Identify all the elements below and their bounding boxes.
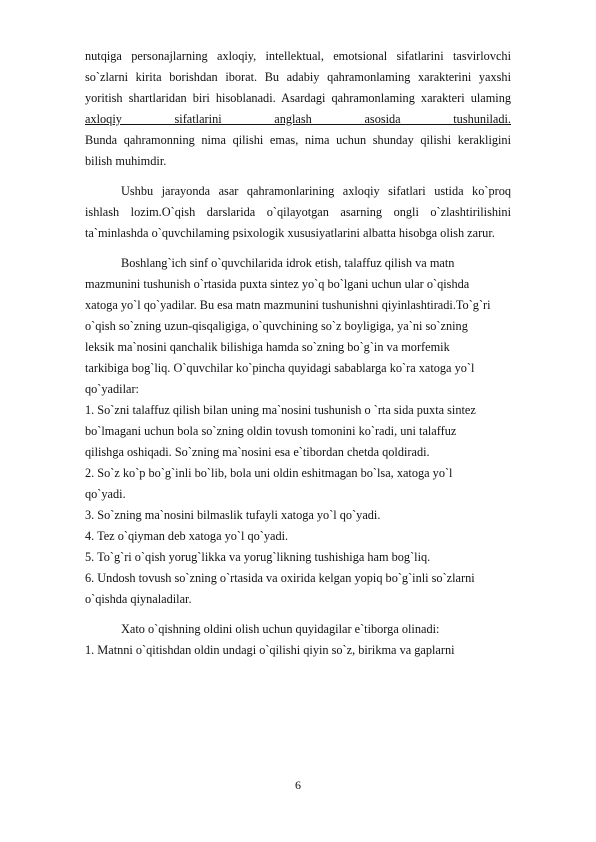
text-line: yoritish shartlaridan biri hisoblanadi. Asardagi qahramonlaming xarakteri ulaming: [85, 91, 511, 105]
list-item: 1. So`zni talaffuz qilish bilan uning ma`nosini tushunish o `rta sida puxta sintez: [85, 403, 476, 417]
list-item: 4. Tez o`qiyman deb xatoga yo`l qo`yadi.: [85, 529, 289, 543]
text-line: bilish muhimdir.: [85, 154, 167, 168]
list-item: 6. Undosh tovush so`zning o`rtasida va oxirida kelgan yopiq bo`g`inli so`zlarni: [85, 571, 475, 585]
list-item: 1. Matnni o`qitishdan oldin undagi o`qilishi qiyin so`z, birikma va gaplarni: [85, 643, 455, 657]
text-line: o`qishda qiynaladilar.: [85, 592, 192, 606]
text-line: qo`yadilar:: [85, 382, 139, 396]
text-line: leksik ma`nosini qanchalik bilishiga hamda so`zning bo`g`in va morfemik: [85, 340, 450, 354]
text-line: mazmunini tushunish o`rtasida puxta sintez yo`q bo`lgani uchun ular o`qishda: [85, 277, 470, 291]
text-line: Ushbu jarayonda asar qahramonlarining axloqiy sifatlari ustida ko`proq: [121, 184, 511, 198]
paragraph-4: [85, 619, 511, 661]
paragraph-3: [85, 253, 511, 610]
page-number: 6: [295, 778, 301, 792]
text-line: so`zlarni kirita borishdan iborat. Bu adabiy qahramonlaming xarakterini yaxshi: [85, 70, 511, 84]
text-line: bo`lmagani uchun bola so`zning oldin tovush tomonini ko`radi, uni talaffuz: [85, 424, 457, 438]
text-line: tarkibiga bog`liq. O`quvchilar ko`pincha quyidagi sabablarga ko`ra xatoga yo`l: [85, 361, 475, 375]
list-item: 2. So`z ko`p bo`g`inli bo`lib, bola uni oldin eshitmagan bo`lsa, xatoga yo`l: [85, 466, 453, 480]
text-line: ta`minlashda o`quvchilaming psixologik xususiyatlarini albatta hisobga olish zarur.: [85, 226, 495, 240]
list-item: 5. To`g`ri o`qish yorug`likka va yorug`likning tushishiga ham bog`liq.: [85, 550, 431, 564]
underlined-text-line: axloqiy sifatlarini anglash asosida tushuniladi.: [85, 112, 511, 126]
text-line: nutqiga personajlarning axloqiy, intellektual, emotsional sifatlarini tasvirlovchi: [85, 49, 511, 63]
text-line: ishlash lozim.O`qish darslarida o`qilayotgan asarning ongli o`zlashtirilishini: [85, 205, 511, 219]
text-line: o`qish so`zning uzun-qisqaligiga, o`quvchining so`z boyligiga, ya`ni so`zning: [85, 319, 468, 333]
text-line: Boshlang`ich sinf o`quvchilarida idrok etish, talaffuz qilish va matn: [121, 256, 455, 270]
text-line: qo`yadi.: [85, 487, 126, 501]
paragraph-1: [85, 46, 511, 172]
text-line: qilishga oshiqadi. So`zning ma`nosini esa e`tibordan chetda qoldiradi.: [85, 445, 430, 459]
list-item: 3. So`zning ma`nosini bilmaslik tufayli xatoga yo`l qo`yadi.: [85, 508, 381, 522]
text-line: Xato o`qishning oldini olish uchun quyidagilar e`tiborga olinadi:: [121, 622, 440, 636]
document-page: [85, 46, 511, 661]
text-line: xatoga yo`l qo`yadilar. Bu esa matn mazmunini tushunishni qiyinlashtiradi.To`g`ri: [85, 298, 491, 312]
paragraph-2: [85, 181, 511, 244]
text-line: Bunda qahramonning nima qilishi emas, nima uchun shunday qilishi kerakligini: [85, 133, 511, 147]
